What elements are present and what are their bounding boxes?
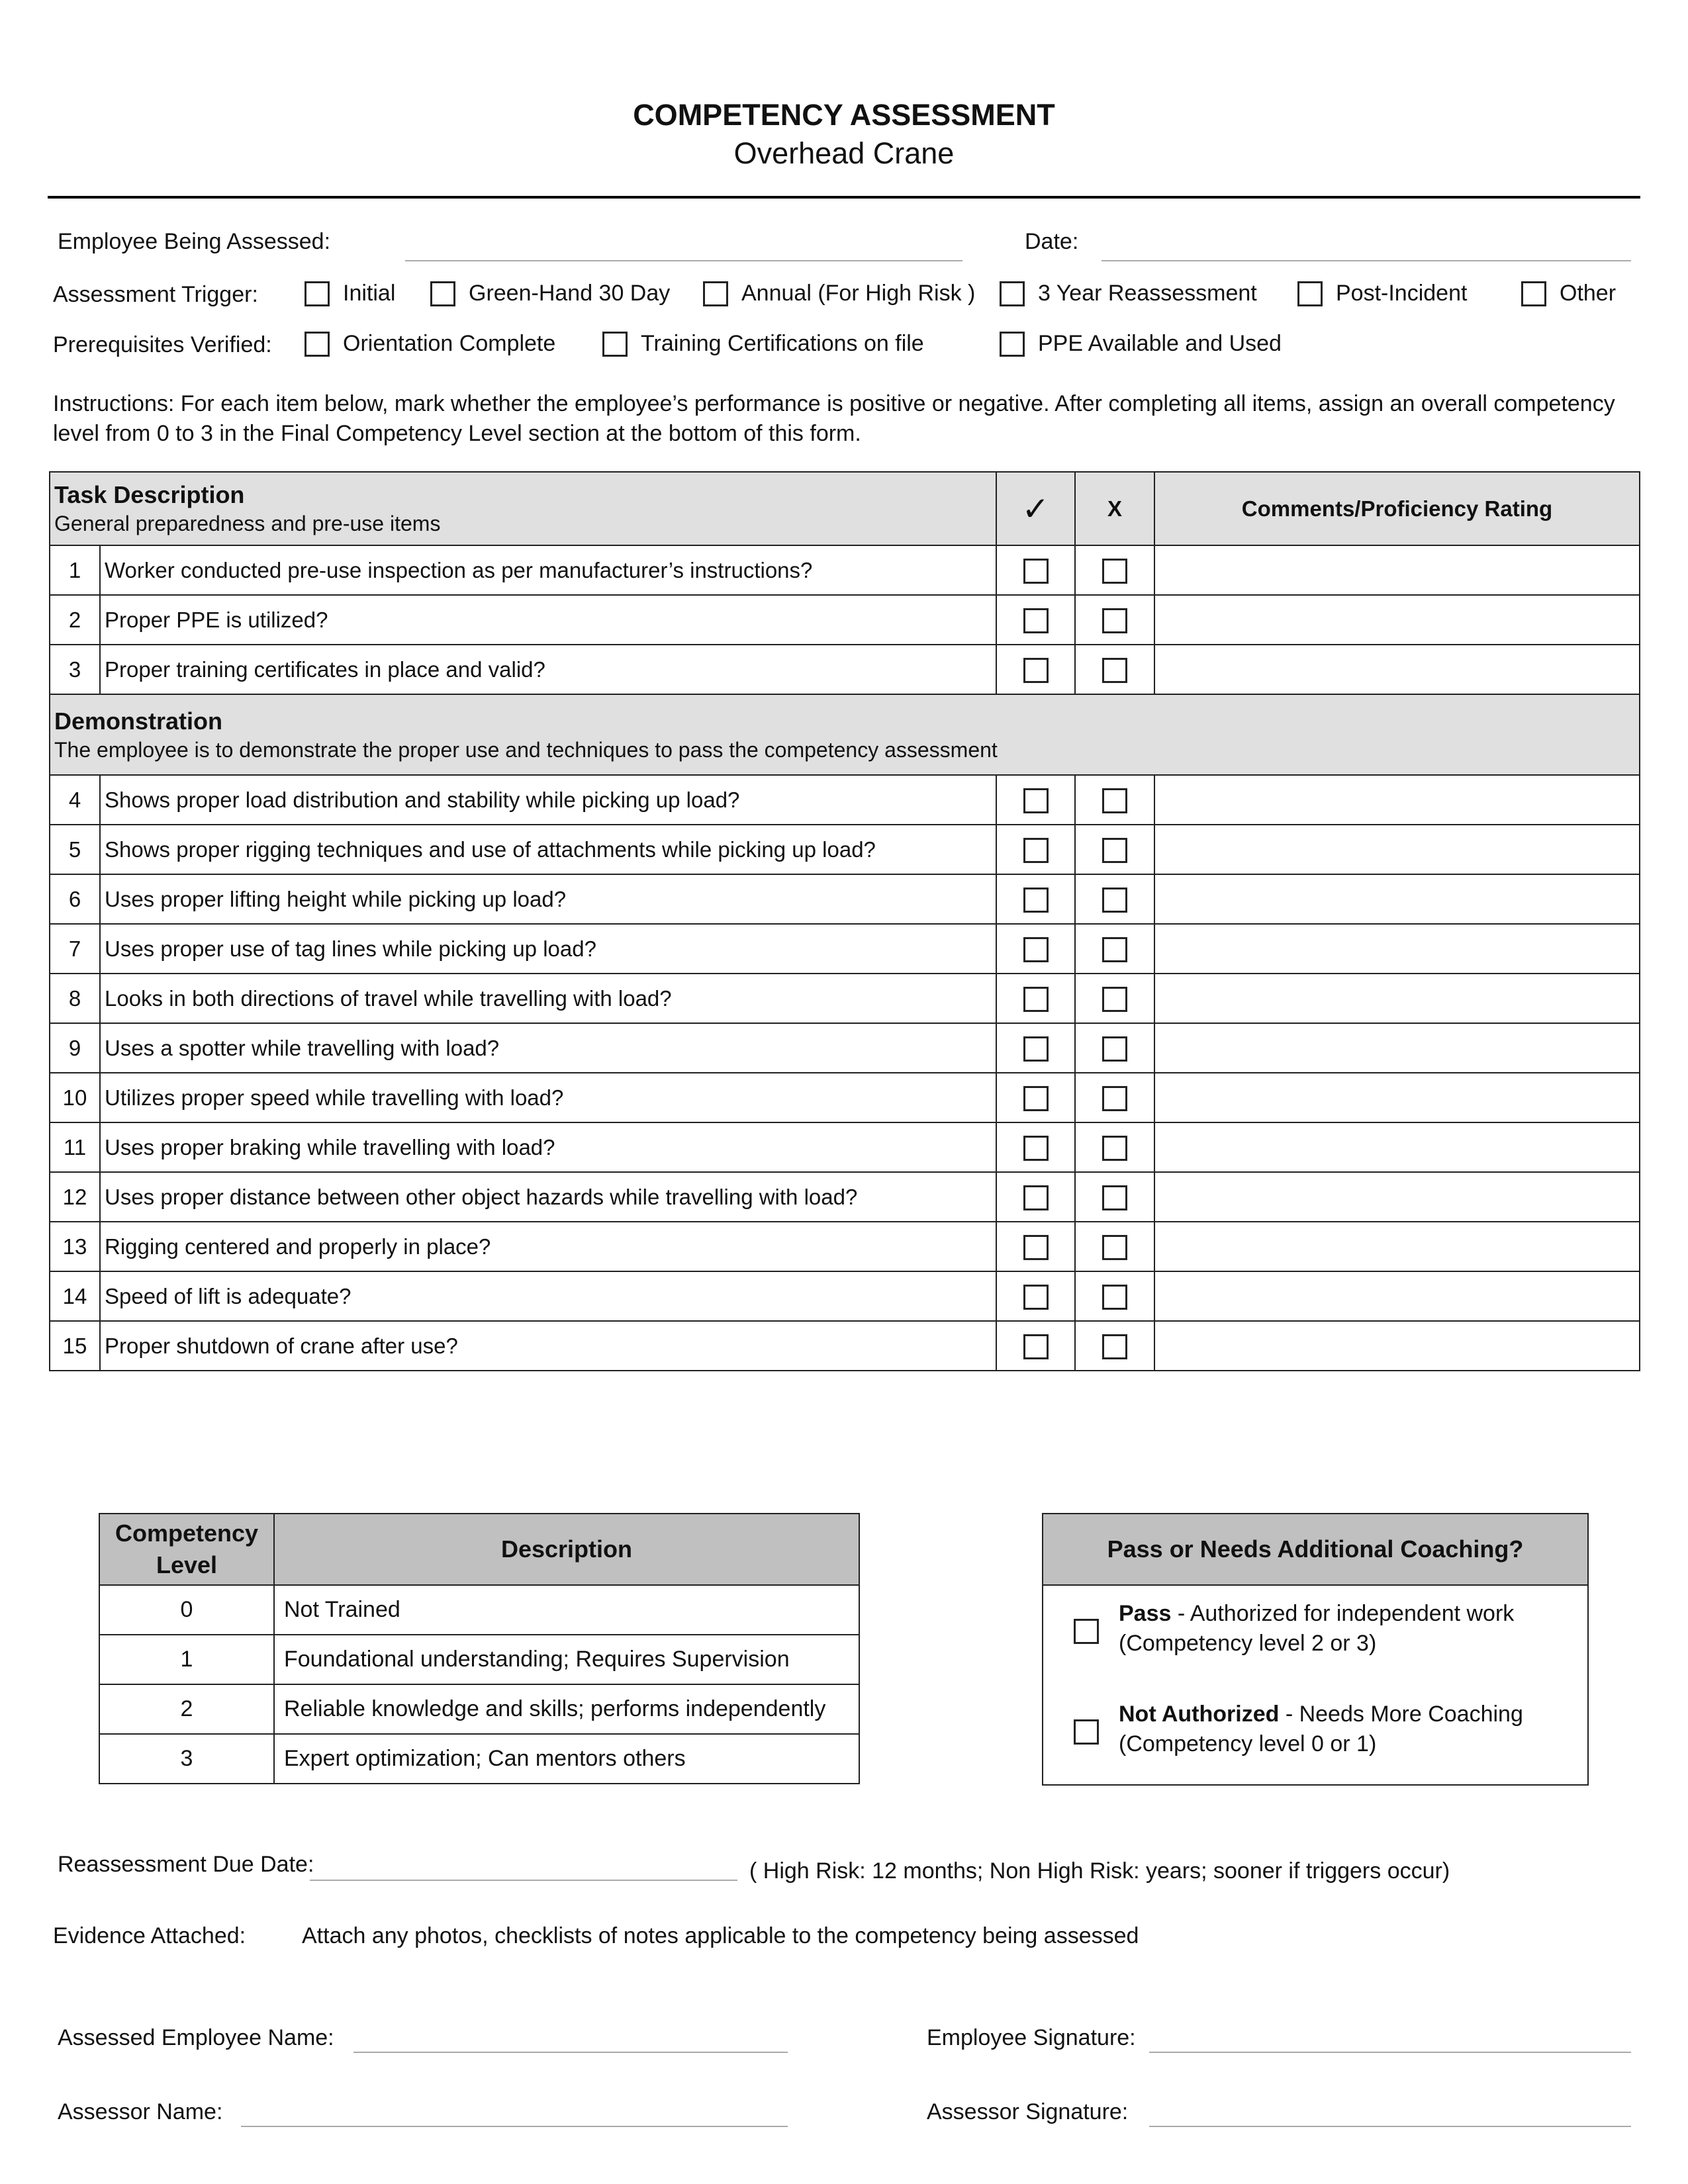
table-row [50,974,1640,1023]
option-label: 3 Year Reassessment [1038,281,1257,306]
x-cell [1075,924,1154,974]
task-description-header [50,472,996,545]
not-authorized-checkbox[interactable] [1074,1719,1099,1745]
x-column-header: X [1075,472,1154,545]
demonstration-section-row [50,694,1640,775]
check-cell [996,1073,1075,1122]
x-cell [1075,974,1154,1023]
checkbox[interactable] [305,281,330,306]
check-cell [996,545,1075,595]
employee-label: Employee Being Assessed: [58,229,331,254]
row-number: 8 [50,974,100,1023]
check-checkbox[interactable] [1023,1185,1049,1210]
prereq-option-ppe[interactable] [1000,331,1282,357]
checkbox[interactable] [1297,281,1323,306]
check-checkbox[interactable] [1023,937,1049,962]
pass-checkbox[interactable] [1074,1619,1099,1644]
comments-cell[interactable] [1154,1023,1640,1073]
x-cell [1075,874,1154,924]
reassessment-label: Reassessment Due Date: [58,1852,314,1877]
check-cell [996,1321,1075,1371]
task-text: Uses proper braking while travelling with load? [100,1122,996,1172]
check-checkbox[interactable] [1023,1086,1049,1111]
x-checkbox[interactable] [1102,1235,1127,1260]
comments-cell[interactable] [1154,1122,1640,1172]
comments-cell[interactable] [1154,1321,1640,1371]
table-row [50,1321,1640,1371]
row-number: 12 [50,1172,100,1222]
comments-cell[interactable] [1154,1172,1640,1222]
check-checkbox[interactable] [1023,1136,1049,1161]
assessor-signature-field[interactable] [1149,2126,1631,2127]
check-checkbox[interactable] [1023,788,1049,813]
level-row [99,1585,859,1635]
level-row [99,1684,859,1734]
x-cell [1075,595,1154,645]
x-checkbox[interactable] [1102,788,1127,813]
table-row [50,874,1640,924]
row-number: 1 [50,545,100,595]
row-number: 2 [50,595,100,645]
check-cell [996,1023,1075,1073]
x-cell [1075,1172,1154,1222]
comments-cell[interactable] [1154,1271,1640,1321]
check-checkbox[interactable] [1023,559,1049,584]
table-row [50,1122,1640,1172]
check-checkbox[interactable] [1023,838,1049,863]
header-subtitle: General preparedness and pre-use items [54,512,441,535]
comments-cell[interactable] [1154,1222,1640,1271]
check-cell [996,924,1075,974]
trigger-label: Assessment Trigger: [53,282,258,307]
comments-cell[interactable] [1154,595,1640,645]
header-title: Task Description [54,481,245,508]
prereq-option-certifications[interactable] [602,331,924,357]
level-row [99,1734,859,1784]
trigger-option-green-hand[interactable] [430,281,670,306]
task-text: Uses proper use of tag lines while picking up load? [100,924,996,974]
option-label: Post-Incident [1336,281,1468,306]
task-text: Looks in both directions of travel while travelling with load? [100,974,996,1023]
task-text: Speed of lift is adequate? [100,1271,996,1321]
x-checkbox[interactable] [1102,987,1127,1012]
not-authorized-option[interactable] [1074,1700,1523,1759]
checkbox[interactable] [430,281,455,306]
trigger-option-initial[interactable] [305,281,395,306]
x-cell [1075,645,1154,694]
reassessment-date-field[interactable] [310,1880,737,1881]
check-cell [996,775,1075,825]
not-authorized-text [1119,1700,1523,1759]
task-table [49,471,1640,1371]
assessed-employee-name-field[interactable] [353,2052,788,2053]
pass-sub: (Competency level 2 or 3) [1119,1631,1377,1656]
level-value: 0 [99,1585,274,1635]
reassessment-note: ( High Risk: 12 months; Non High Risk: years; sooner if triggers occur) [749,1858,1450,1884]
check-cell [996,1172,1075,1222]
task-text: Rigging centered and properly in place? [100,1222,996,1271]
checkbox[interactable] [1000,281,1025,306]
check-checkbox[interactable] [1023,1235,1049,1260]
trigger-option-3-year[interactable] [1000,281,1257,306]
x-checkbox[interactable] [1102,1185,1127,1210]
task-text: Uses a spotter while travelling with load? [100,1023,996,1073]
check-column-header: ✓ [996,472,1075,545]
not-authorized-desc: - Needs More Coaching [1279,1702,1523,1727]
option-label: PPE Available and Used [1038,331,1282,356]
prereq-option-orientation[interactable] [305,331,555,357]
row-number: 15 [50,1321,100,1371]
table-row [50,1222,1640,1271]
check-checkbox[interactable] [1023,887,1049,913]
check-checkbox[interactable] [1023,1285,1049,1310]
checkbox[interactable] [602,332,628,357]
level-description: Foundational understanding; Requires Supervision [274,1635,859,1684]
check-checkbox[interactable] [1023,658,1049,683]
level-row [99,1635,859,1684]
x-cell [1075,1222,1154,1271]
assessor-signature-label: Assessor Signature: [927,2099,1129,2124]
x-cell [1075,1023,1154,1073]
check-cell [996,595,1075,645]
task-text: Proper shutdown of crane after use? [100,1321,996,1371]
check-checkbox[interactable] [1023,1334,1049,1359]
row-number: 11 [50,1122,100,1172]
row-number: 7 [50,924,100,974]
x-cell [1075,775,1154,825]
check-cell [996,1122,1075,1172]
table-row [50,1073,1640,1122]
assessed-employee-name-label: Assessed Employee Name: [58,2025,334,2050]
comments-cell[interactable] [1154,775,1640,825]
row-number: 14 [50,1271,100,1321]
table-row [50,1271,1640,1321]
instructions: Instructions: For each item below, mark whether the employee’s performance is positive or negative. After completing all items, assign an overall competency level from 0 to 3 in the Final Competency Level section at the bottom of this form. [53,391,1615,446]
table-row [50,825,1640,874]
employee-field[interactable] [405,260,962,261]
pass-option[interactable] [1074,1599,1514,1659]
row-number: 6 [50,874,100,924]
table-row [50,775,1640,825]
level-column-header: Competency Level [99,1514,274,1585]
table-row [50,1172,1640,1222]
task-text: Proper PPE is utilized? [100,595,996,645]
task-text: Uses proper distance between other object hazards while travelling with load? [100,1172,996,1222]
check-cell [996,1222,1075,1271]
check-checkbox[interactable] [1023,608,1049,633]
comments-cell[interactable] [1154,974,1640,1023]
demonstration-header [50,694,1640,775]
comments-cell[interactable] [1154,545,1640,595]
prereq-label: Prerequisites Verified: [53,332,272,357]
section-subtitle: The employee is to demonstrate the proper use and techniques to pass the competency assessment [54,737,998,762]
checkbox[interactable] [703,281,728,306]
x-checkbox[interactable] [1102,1036,1127,1062]
x-checkbox[interactable] [1102,1334,1127,1359]
table-row [50,1023,1640,1073]
check-cell [996,645,1075,694]
task-text: Proper training certificates in place and valid? [100,645,996,694]
not-authorized-sub: (Competency level 0 or 1) [1119,1731,1377,1756]
pass-box [1042,1513,1589,1786]
comments-column-header: Comments/Proficiency Rating [1154,472,1640,545]
page-subtitle: Overhead Crane [733,136,955,170]
level-description: Expert optimization; Can mentors others [274,1734,859,1784]
competency-level-table [99,1513,860,1784]
row-number: 5 [50,825,100,874]
x-cell [1075,1073,1154,1122]
task-text: Shows proper rigging techniques and use of attachments while picking up load? [100,825,996,874]
row-number: 3 [50,645,100,694]
x-checkbox[interactable] [1102,658,1127,683]
option-label: Green-Hand 30 Day [469,281,671,306]
x-checkbox[interactable] [1102,887,1127,913]
option-label: Orientation Complete [343,331,556,356]
page-title: COMPETENCY ASSESSMENT [633,98,1055,132]
employee-signature-field[interactable] [1149,2052,1631,2053]
assessor-name-label: Assessor Name: [58,2099,223,2124]
x-checkbox[interactable] [1102,838,1127,863]
trigger-option-post-incident[interactable] [1297,281,1467,306]
evidence-label: Evidence Attached: [53,1923,246,1948]
x-cell [1075,825,1154,874]
evidence-text: Attach any photos, checklists of notes applicable to the competency being assessed [302,1923,1139,1948]
date-field[interactable] [1102,260,1631,261]
task-text: Worker conducted pre-use inspection as per manufacturer’s instructions? [100,545,996,595]
x-cell [1075,1122,1154,1172]
check-checkbox[interactable] [1023,987,1049,1012]
x-checkbox[interactable] [1102,1086,1127,1111]
header-divider [48,196,1640,199]
comments-cell[interactable] [1154,645,1640,694]
section-title: Demonstration [54,707,223,735]
check-cell [996,825,1075,874]
pass-bold: Pass [1119,1601,1172,1626]
trigger-option-annual[interactable] [703,281,975,306]
checkbox[interactable] [1000,332,1025,357]
table-row [50,645,1640,694]
row-number: 13 [50,1222,100,1271]
task-text: Uses proper lifting height while picking up load? [100,874,996,924]
level-header-row [99,1514,859,1585]
comments-cell[interactable] [1154,874,1640,924]
x-cell [1075,1271,1154,1321]
row-number: 4 [50,775,100,825]
table-header-row [50,472,1640,545]
level-value: 2 [99,1684,274,1734]
comments-cell[interactable] [1154,1073,1640,1122]
trigger-option-other[interactable] [1521,281,1616,306]
row-number: 9 [50,1023,100,1073]
check-cell [996,974,1075,1023]
pass-desc: - Authorized for independent work [1171,1601,1515,1626]
task-text: Utilizes proper speed while travelling with load? [100,1073,996,1122]
level-value: 1 [99,1635,274,1684]
not-authorized-bold: Not Authorized [1119,1702,1280,1727]
x-checkbox[interactable] [1102,1285,1127,1310]
row-number: 10 [50,1073,100,1122]
checkbox[interactable] [305,332,330,357]
check-checkbox[interactable] [1023,1036,1049,1062]
option-label: Annual (For High Risk ) [741,281,976,306]
option-label: Other [1560,281,1617,306]
x-checkbox[interactable] [1102,937,1127,962]
x-checkbox[interactable] [1102,608,1127,633]
level-description: Not Trained [274,1585,859,1635]
x-cell [1075,1321,1154,1371]
option-label: Initial [343,281,396,306]
x-checkbox[interactable] [1102,559,1127,584]
level-description: Reliable knowledge and skills; performs independently [274,1684,859,1734]
check-cell [996,874,1075,924]
level-value: 3 [99,1734,274,1784]
check-cell [996,1271,1075,1321]
table-row [50,595,1640,645]
x-checkbox[interactable] [1102,1136,1127,1161]
date-label: Date: [1025,229,1079,254]
pass-text [1119,1599,1514,1659]
table-row [50,545,1640,595]
task-text: Shows proper load distribution and stability while picking up load? [100,775,996,825]
employee-signature-label: Employee Signature: [927,2025,1136,2050]
comments-cell[interactable] [1154,924,1640,974]
description-column-header: Description [274,1514,859,1585]
assessor-name-field[interactable] [241,2126,788,2127]
comments-cell[interactable] [1154,825,1640,874]
pass-box-title: Pass or Needs Additional Coaching? [1043,1514,1587,1586]
x-cell [1075,545,1154,595]
checkbox[interactable] [1521,281,1546,306]
option-label: Training Certifications on file [641,331,924,356]
table-row [50,924,1640,974]
